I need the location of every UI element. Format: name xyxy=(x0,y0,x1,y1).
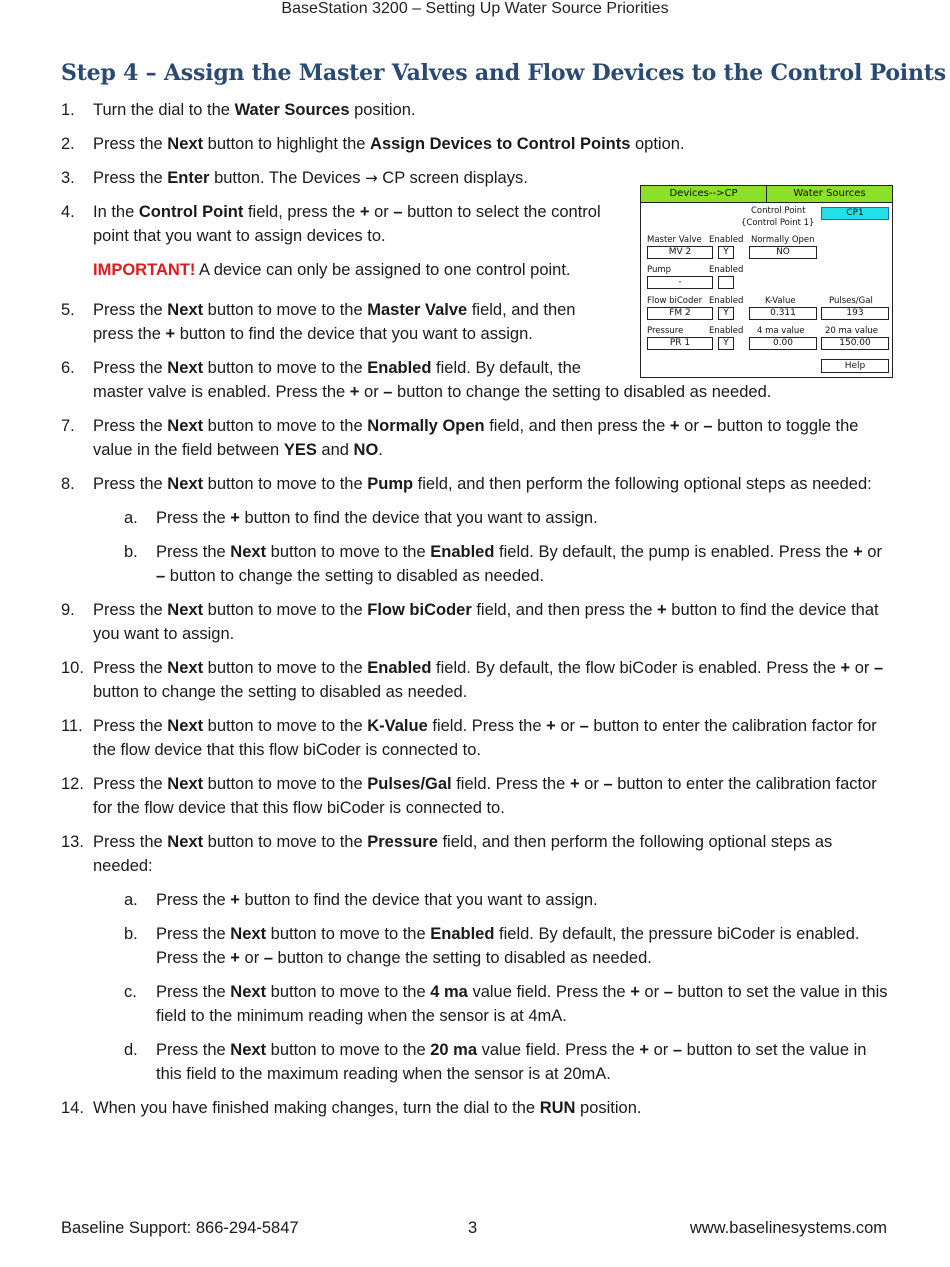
pump-field[interactable]: - xyxy=(647,276,713,289)
k-value-label: K-Value xyxy=(765,296,796,306)
pressure-field[interactable]: PR 1 xyxy=(647,337,713,350)
step-2: 2. Press the Next button to highlight the Assign Devices to Control Points option. xyxy=(61,135,685,153)
tab-devices-cp[interactable]: Devices-->CP xyxy=(641,186,766,202)
mv-enabled-label: Enabled xyxy=(709,235,744,245)
pressure-enabled-field[interactable]: Y xyxy=(718,337,734,350)
control-point-field[interactable]: CP1 xyxy=(821,207,889,220)
step-4: 4. In the Control Point field, press the + or – button to select the control point that you want to assign devices to. IMPORTANT! A device can only be assigned to one control point. xyxy=(61,200,613,282)
step-13: 13. Press the Next button to move to the Pressure field, and then perform the following optional steps as needed: a. Press the + button to find the device that you want to assign. b. Press the Next button to move to the Enabled field. By default, the pressure biCoder is enabled. Press the + or – button to change the setting to disabled as needed. c. Press the Next button to move to the 4 ma value field. Press the + or – button to set the value in this field to the minimum reading when the sensor is at 4mA. d. Press the Next button to move to the 20 ma value field. Press the + or – button to set the value in this field to the maximum reading when the sensor is at 20mA. xyxy=(61,830,891,1086)
step-9: 9. Press the Next button to move to the Flow biCoder field, and then press the + button to find the device that you want to assign. xyxy=(61,601,879,643)
website-link[interactable]: www.baselinesystems.com xyxy=(689,1219,887,1237)
ma4-label: 4 ma value xyxy=(757,326,805,336)
help-button[interactable]: Help xyxy=(821,359,889,373)
page-number: 3 xyxy=(468,1219,478,1237)
step-10: 10. Press the Next button to move to the Enabled field. By default, the flow biCoder is enabled. Press the + or – button to change the setting to disabled as needed. xyxy=(61,659,884,701)
tab-water-sources[interactable]: Water Sources xyxy=(766,186,892,202)
page-title: Step 4 – Assign the Master Valves and Flow Devices to the Control Points xyxy=(61,60,946,86)
flow-enabled-field[interactable]: Y xyxy=(718,307,734,320)
flow-enabled-label: Enabled xyxy=(709,296,744,306)
step-8a: a. Press the + button to find the device that you want to assign. xyxy=(124,509,598,527)
step-6: 6. Press the Next button to move to the Enabled field. By default, the master valve is enabled. Press the + or – button to change the setting to disabled as needed. xyxy=(61,359,772,401)
control-point-name: {Control Point 1} xyxy=(741,218,815,228)
step-13d: d. Press the Next button to move to the 20 ma value field. Press the + or – button to set the value in this field to the maximum reading when the sensor is at 20mA. xyxy=(124,1041,867,1083)
control-point-label: Control Point xyxy=(751,206,806,216)
screen-tabs xyxy=(641,186,892,203)
ma20-label: 20 ma value xyxy=(825,326,878,336)
ma4-field[interactable]: 0.00 xyxy=(749,337,817,350)
step-13b: b. Press the Next button to move to the Enabled field. By default, the pressure biCoder is enabled. Press the + or – button to change the setting to disabled as needed. xyxy=(124,925,860,967)
step-7: 7. Press the Next button to move to the Normally Open field, and then press the + or – button to toggle the value in the field between YES and NO. xyxy=(61,417,859,459)
step-5: 5. Press the Next button to move to the Master Valve field, and then press the + button to find the device that you want to assign. xyxy=(61,301,576,343)
k-value-field[interactable]: 0.311 xyxy=(749,307,817,320)
step-13c: c. Press the Next button to move to the 4 ma value field. Press the + or – button to set the value in this field to the minimum reading when the sensor is at 4mA. xyxy=(124,983,888,1025)
support-phone: Baseline Support: 866-294-5847 xyxy=(61,1219,299,1237)
normally-open-label: Normally Open xyxy=(751,235,815,245)
important-note: IMPORTANT! A device can only be assigned to one control point. xyxy=(93,261,571,279)
step-8b: b. Press the Next button to move to the Enabled field. By default, the pump is enabled. Press the + or – button to change the setting to disabled as needed. xyxy=(124,543,882,585)
pressure-label: Pressure xyxy=(647,326,684,336)
pulses-gal-label: Pulses/Gal xyxy=(829,296,873,306)
master-valve-label: Master Valve xyxy=(647,235,702,245)
step-1: 1. Turn the dial to the Water Sources position. xyxy=(61,101,416,119)
mv-enabled-field[interactable]: Y xyxy=(718,246,734,259)
devices-to-cp-screen xyxy=(640,185,893,378)
step-8: 8. Press the Next button to move to the Pump field, and then perform the following optional steps as needed: a. Press the + button to find the device that you want to assign. b. Press the Next button to move to the Enabled field. By default, the pump is enabled. Press the + or – button to change the setting to disabled as needed. xyxy=(61,472,891,588)
page-header: BaseStation 3200 – Setting Up Water Source Priorities xyxy=(281,0,669,17)
flow-bicoder-label: Flow biCoder xyxy=(647,296,703,306)
normally-open-field[interactable]: NO xyxy=(749,246,817,259)
ma20-field[interactable]: 150.00 xyxy=(821,337,889,350)
step-11: 11. Press the Next button to move to the K-Value field. Press the + or – button to enter the calibration factor for the flow device that this flow biCoder is connected to. xyxy=(61,717,877,759)
flow-bicoder-field[interactable]: FM 2 xyxy=(647,307,713,320)
step-12: 12. Press the Next button to move to the Pulses/Gal field. Press the + or – button to enter the calibration factor for the flow device that this flow biCoder is connected to. xyxy=(61,775,877,817)
pressure-enabled-label: Enabled xyxy=(709,326,744,336)
pulses-gal-field[interactable]: 193 xyxy=(821,307,889,320)
pump-label: Pump xyxy=(647,265,672,275)
master-valve-field[interactable]: MV 2 xyxy=(647,246,713,259)
pump-enabled-field[interactable] xyxy=(718,276,734,289)
pump-enabled-label: Enabled xyxy=(709,265,744,275)
step-14: 14. When you have finished making changes, turn the dial to the RUN position. xyxy=(61,1099,642,1117)
step-13a: a. Press the + button to find the device that you want to assign. xyxy=(124,891,598,909)
step-3: 3. Press the Enter button. The Devices → CP screen displays. xyxy=(61,169,528,187)
